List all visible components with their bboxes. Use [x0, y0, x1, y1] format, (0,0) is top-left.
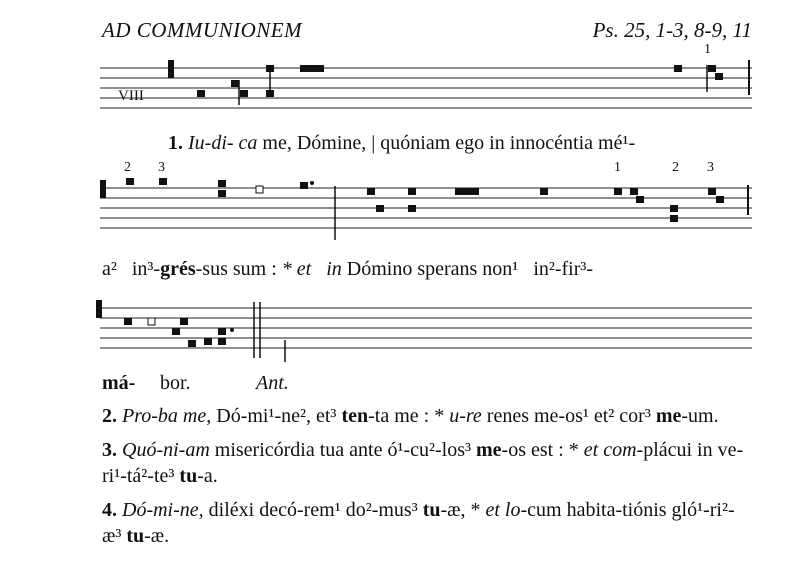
verse-text: u-re	[449, 405, 482, 427]
lyric-italic: in	[326, 258, 342, 280]
verse-number: 2.	[102, 405, 117, 427]
mode-label: VIII	[118, 88, 144, 104]
verse-text: me	[655, 405, 682, 427]
staff-mark: 3	[707, 160, 714, 175]
verse-2	[102, 403, 752, 429]
staff-mark: 3	[158, 160, 165, 175]
verse-number: 3.	[102, 439, 117, 461]
lyric-syllable: Dómino sperans non¹	[341, 258, 519, 280]
lyric-italic: * et	[281, 258, 312, 280]
verse-text: -um.	[681, 405, 719, 427]
staff-mark: 2	[672, 160, 679, 175]
verse-text: Quó-ni-am	[122, 439, 210, 461]
verse-text: tu	[126, 525, 145, 547]
verse-text: -cum habita-tiónis gló¹-ri²-æ³	[102, 499, 735, 547]
staff-mark: 1	[614, 160, 621, 175]
verse-text: , diléxi decó-rem¹ do²-mus³	[198, 499, 423, 521]
verse-text: -plácui in ve-ri¹-tá²-te³	[102, 439, 744, 487]
verse-text: tu	[179, 465, 198, 487]
verse-text: -ta me : *	[368, 405, 450, 427]
lyric-accent: grés	[160, 258, 196, 280]
verse-text: ten	[341, 405, 369, 427]
verse-text: Pro-ba me	[122, 405, 207, 427]
verse-text: tu	[422, 499, 441, 521]
verse-text: , Dó-mi¹-ne², et³	[206, 405, 342, 427]
chant-title: AD COMMUNIONEM	[102, 18, 303, 42]
verse-text: Dó-mi-ne	[122, 499, 199, 521]
verse-text: renes me-os¹ et² cor³	[481, 405, 656, 427]
staff-mark: 1	[704, 42, 711, 57]
lyric-text: me, Dómine, | quóniam ego in innocéntia mé¹-	[257, 132, 636, 154]
verse-4	[102, 497, 752, 549]
verse-3	[102, 437, 752, 489]
lyric-syllable: a²	[102, 258, 117, 280]
lyric-line-1	[168, 132, 635, 155]
antiphon-marker: Ant.	[256, 372, 289, 394]
verse-number: 1.	[168, 132, 183, 154]
verse-text: -os est : *	[501, 439, 584, 461]
lyric-line-2	[102, 258, 593, 281]
verse-text: -æ.	[144, 525, 170, 547]
psalm-reference: Ps. 25, 1-3, 8-9, 11	[592, 18, 752, 42]
verse-text: et com	[583, 439, 637, 461]
incipit: Iu-di- ca	[188, 132, 258, 154]
verse-text: -æ, *	[440, 499, 486, 521]
verse-text: misericórdia tua ante ó¹-cu²-los³	[209, 439, 476, 461]
verse-text: -a.	[197, 465, 218, 487]
lyric-syllable: in³-	[131, 258, 161, 280]
verse-number: 4.	[102, 499, 117, 521]
verse-text: et lo	[485, 499, 521, 521]
lyric-ma: má-	[102, 372, 136, 394]
lyric-syllable: -sus sum :	[195, 258, 277, 280]
verse-block	[102, 403, 752, 549]
staff-mark: 2	[124, 160, 131, 175]
lyric-syllable: in²-fir³-	[533, 258, 594, 280]
lyric-bor: bor.	[160, 372, 191, 394]
verse-text: me	[476, 439, 502, 461]
